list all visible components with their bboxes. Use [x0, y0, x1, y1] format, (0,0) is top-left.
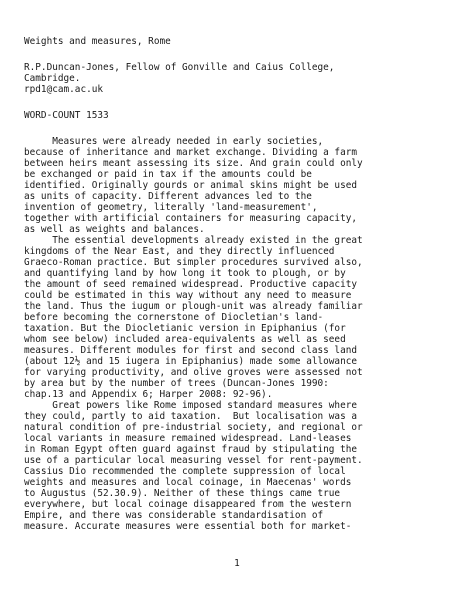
body-line: The essential developments already existed in the great: [24, 235, 363, 246]
author-line-2: Cambridge.: [24, 73, 81, 84]
body-line: between heirs meant assessing its size. And grain could only: [24, 158, 363, 169]
body-line: everywhere, but local coinage disappeared from the western: [24, 499, 352, 510]
body-line: Measures were already needed in early societies,: [24, 136, 324, 147]
body-line: chap.13 and Appendix 6; Harper 2008: 92-96).: [24, 389, 273, 400]
body-line: to Augustus (52.30.9). Neither of these things came true: [24, 488, 341, 499]
body-line: could be estimated in this way without any need to measure: [24, 290, 352, 301]
body-line: local variants in measure remained widespread. Land-leases: [24, 433, 352, 444]
body-line: in Roman Egypt often guard against fraud by stipulating the: [24, 444, 358, 455]
body-line: taxation. But the Diocletianic version in Epiphanius (for: [24, 323, 346, 334]
author-email: rpd1@cam.ac.uk: [24, 84, 104, 95]
body-line: Graeco-Roman practice. But simpler procedures survived also,: [24, 257, 363, 268]
body-line: the amount of seed remained widespread. Productive capacity: [24, 279, 358, 290]
body-line: Cassius Dio recommended the complete suppression of local: [24, 466, 346, 477]
body-line: (about 12½ and 15 iugera in Epiphanius) made some allowance: [24, 356, 358, 367]
body-line: together with artificial containers for measuring capacity,: [24, 213, 358, 224]
body-line: whom see below) included area-equivalents as well as seed: [24, 334, 346, 345]
body-line: measures. Different modules for first and second class land: [24, 345, 358, 356]
body-line: before becoming the cornerstone of Diocletian's land-: [24, 312, 324, 323]
page-number: 1: [234, 558, 240, 569]
body-line: invention of geometry, literally 'land-measurement',: [24, 202, 318, 213]
body-line: Empire, and there was considerable standardisation of: [24, 510, 324, 521]
author-line-1: R.P.Duncan-Jones, Fellow of Gonville and Caius College,: [24, 62, 335, 73]
body-line: weights and measures and local coinage, in Maecenas' words: [24, 477, 352, 488]
body-line: by area but by the number of trees (Duncan-Jones 1990:: [24, 378, 329, 389]
body-line: identified. Originally gourds or animal skins might be used: [24, 180, 358, 191]
body-line: because of inheritance and market exchange. Dividing a farm: [24, 147, 358, 158]
body-line: natural condition of pre-industrial society, and regional or: [24, 422, 363, 433]
body-line: use of a particular local measuring vessel for rent-payment.: [24, 455, 363, 466]
word-count: WORD-COUNT 1533: [24, 110, 109, 121]
document-title: Weights and measures, Rome: [24, 36, 171, 47]
body-line: measure. Accurate measures were essential both for market-: [24, 521, 352, 532]
body-line: kingdoms of the Near East, and they directly influenced: [24, 246, 335, 257]
body-line: Great powers like Rome imposed standard measures where: [24, 400, 358, 411]
body-line: the land. Thus the iugum or plough-unit was already familiar: [24, 301, 363, 312]
body-line: and quantifying land by how long it took to plough, or by: [24, 268, 346, 279]
body-line: as well as weights and balances.: [24, 224, 205, 235]
body-line: for varying productivity, and olive groves were assessed not: [24, 367, 363, 378]
body-line: they could, partly to aid taxation. But localisation was a: [24, 411, 358, 422]
body-line: as units of capacity. Different advances led to the: [24, 191, 312, 202]
body-line: be exchanged or paid in tax if the amounts could be: [24, 169, 312, 180]
